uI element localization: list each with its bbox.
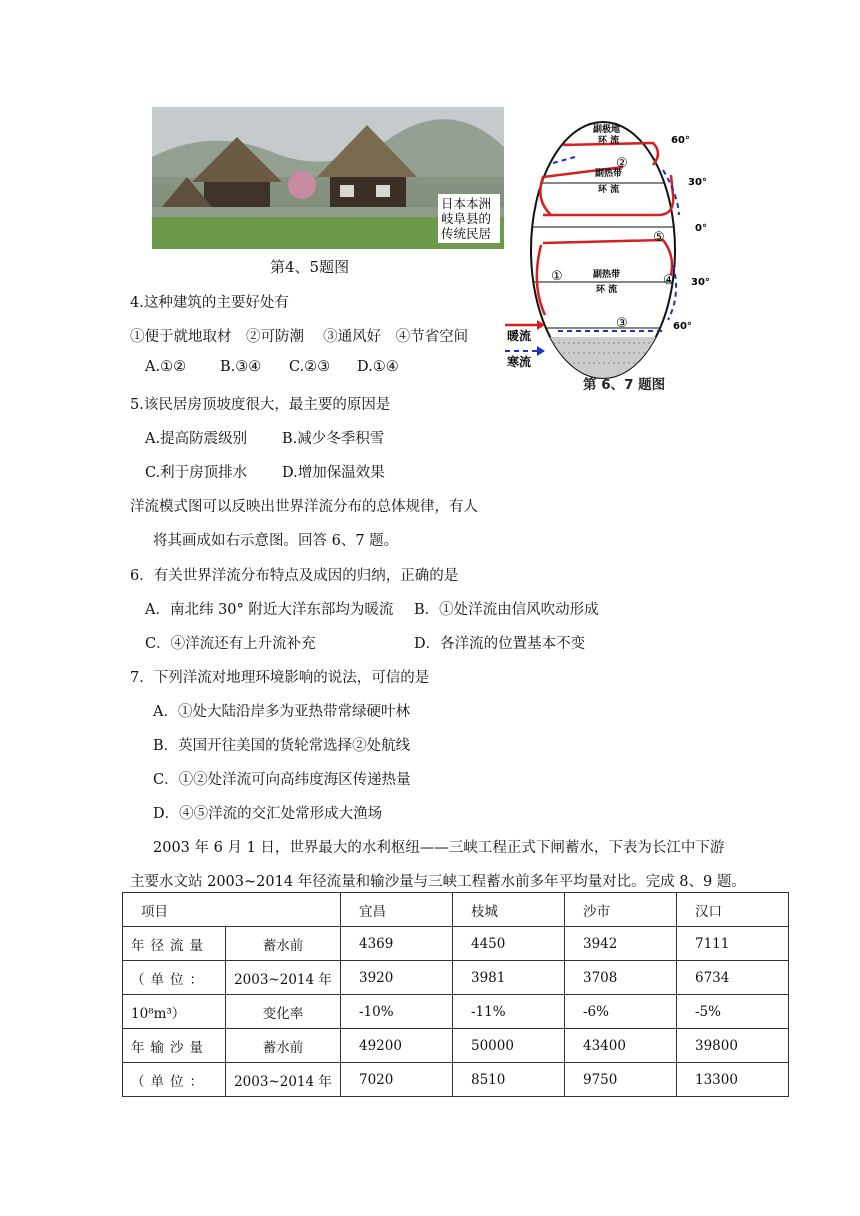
- marker-5: ⑤: [653, 230, 665, 245]
- q5-option-a: A.提高防震级别: [145, 431, 248, 447]
- gyre-label: 环 流: [598, 136, 620, 146]
- hydrology-table: [122, 892, 789, 1097]
- table-cell: 50000: [453, 1029, 565, 1063]
- table-cell: 3920: [341, 961, 453, 995]
- table-cell: 4450: [453, 927, 565, 961]
- sediment-unit-label: （单位：: [123, 1063, 226, 1097]
- table-cell: 8510: [453, 1063, 565, 1097]
- q4-option-d: D.①④: [357, 359, 399, 375]
- intro-6-7-line1: 洋流模式图可以反映出世界洋流分布的总体规律，有人: [130, 499, 478, 515]
- table-cell: 49200: [341, 1029, 453, 1063]
- table-cell: -6%: [565, 995, 677, 1029]
- q4-option-b: B.③④: [220, 359, 262, 375]
- table-cell: 3708: [565, 961, 677, 995]
- question-4: 4.这种建筑的主要好处有: [130, 295, 289, 311]
- runoff-unit-label: （单位：: [123, 961, 226, 995]
- photo-label: [438, 194, 500, 243]
- question-6: 6．有关世界洋流分布特点及成因的归纳，正确的是: [130, 568, 459, 584]
- q4-option-a: A.①②: [145, 359, 187, 375]
- sediment-label: 年输沙量: [123, 1029, 226, 1063]
- ocean-current-diagram: [503, 115, 720, 385]
- marker-2: ②: [616, 156, 628, 171]
- q5-option-c: C.利于房顶排水: [145, 465, 248, 481]
- table-cell: 13300: [677, 1063, 789, 1097]
- table-header-cell: 宜昌: [341, 893, 453, 927]
- lat-label: 60°: [671, 135, 690, 146]
- photo-label-line: 传统民居: [441, 226, 492, 241]
- table-cell: 3981: [453, 961, 565, 995]
- table-cell: 9750: [565, 1063, 677, 1097]
- lat-label: 0°: [695, 223, 707, 234]
- q6-option-a: A．南北纬 30° 附近大洋东部均为暖流: [145, 602, 394, 618]
- q7-option-d: D．④⑤洋流的交汇处常形成大渔场: [153, 806, 383, 822]
- gyre-label: 副极地: [593, 125, 621, 135]
- table-header-item: 项目: [123, 893, 341, 927]
- table-cell: -10%: [341, 995, 453, 1029]
- photo-caption: 第4、5题图: [270, 258, 350, 276]
- house-photo: [152, 107, 504, 249]
- intro-8-9-line2: 主要水文站 2003~2014 年径流量和输沙量与三峡工程蓄水前多年平均量对比。完成 8、9 题。: [130, 874, 746, 890]
- marker-1: ①: [551, 269, 563, 284]
- legend-cold: 寒流: [507, 355, 532, 369]
- table-cell: 4369: [341, 927, 453, 961]
- q7-option-a: A．①处大陆沿岸多为亚热带常绿硬叶林: [153, 704, 410, 720]
- table-row: [123, 1063, 789, 1097]
- table-row: [123, 995, 789, 1029]
- row-label: 蓄水前: [226, 927, 341, 961]
- photo-label-line: 岐阜县的: [441, 211, 492, 226]
- table-cell: -11%: [453, 995, 565, 1029]
- q6-option-c: C．④洋流还有上升流补充: [145, 636, 316, 652]
- row-label: 2003~2014 年: [226, 1063, 341, 1097]
- gyre-label: 环 流: [598, 185, 620, 195]
- runoff-unit-value: 10⁸m³）: [123, 995, 226, 1029]
- q6-option-d: D．各洋流的位置基本不变: [414, 636, 586, 652]
- runoff-label: 年径流量: [123, 927, 226, 961]
- diagram-caption: 第 6、7 题图: [583, 377, 666, 393]
- lat-label: 30°: [691, 277, 710, 288]
- gyre-label: 副热带: [593, 270, 621, 280]
- table-row: [123, 927, 789, 961]
- row-label: 变化率: [226, 995, 341, 1029]
- table-cell: 6734: [677, 961, 789, 995]
- lat-label: 30°: [688, 177, 707, 188]
- table-cell: 43400: [565, 1029, 677, 1063]
- gyre-label: 副热带: [595, 169, 623, 179]
- table-cell: 7111: [677, 927, 789, 961]
- question-4-items: ①便于就地取材 ②可防潮 ③通风好 ④节省空间: [130, 329, 469, 345]
- lat-label: 60°: [673, 321, 692, 332]
- q7-option-b: B．英国开往美国的货轮常选择②处航线: [153, 738, 411, 754]
- table-cell: -5%: [677, 995, 789, 1029]
- table-cell: 39800: [677, 1029, 789, 1063]
- legend-warm: 暖流: [507, 329, 532, 343]
- q4-option-c: C.②③: [289, 359, 331, 375]
- gyre-label: 环 流: [596, 285, 618, 295]
- intro-6-7-line2: 将其画成如右示意图。回答 6、7 题。: [153, 533, 399, 549]
- table-header-row: [123, 893, 789, 927]
- table-cell: 3942: [565, 927, 677, 961]
- table-header-cell: 枝城: [453, 893, 565, 927]
- q7-option-c: C．①②处洋流可向高纬度海区传递热量: [153, 772, 411, 788]
- row-label: 蓄水前: [226, 1029, 341, 1063]
- table-row: [123, 1029, 789, 1063]
- q5-option-d: D.增加保温效果: [282, 465, 385, 481]
- q5-option-b: B.减少冬季积雪: [282, 431, 385, 447]
- table-header-cell: 汉口: [677, 893, 789, 927]
- marker-3: ③: [616, 316, 628, 331]
- table-row: [123, 961, 789, 995]
- intro-8-9-line1: 2003 年 6 月 1 日，世界最大的水利枢纽——三峡工程正式下闸蓄水，下表为长江中下游: [153, 840, 725, 856]
- table-header-cell: 沙市: [565, 893, 677, 927]
- marker-4: ④: [663, 273, 675, 288]
- q6-option-b: B．①处洋流由信风吹动形成: [414, 602, 599, 618]
- table-cell: 7020: [341, 1063, 453, 1097]
- photo-label-line: 日本本洲: [441, 196, 492, 211]
- question-7: 7．下列洋流对地理环境影响的说法，可信的是: [130, 670, 430, 686]
- row-label: 2003~2014 年: [226, 961, 341, 995]
- question-5: 5.该民居房顶坡度很大，最主要的原因是: [130, 397, 391, 413]
